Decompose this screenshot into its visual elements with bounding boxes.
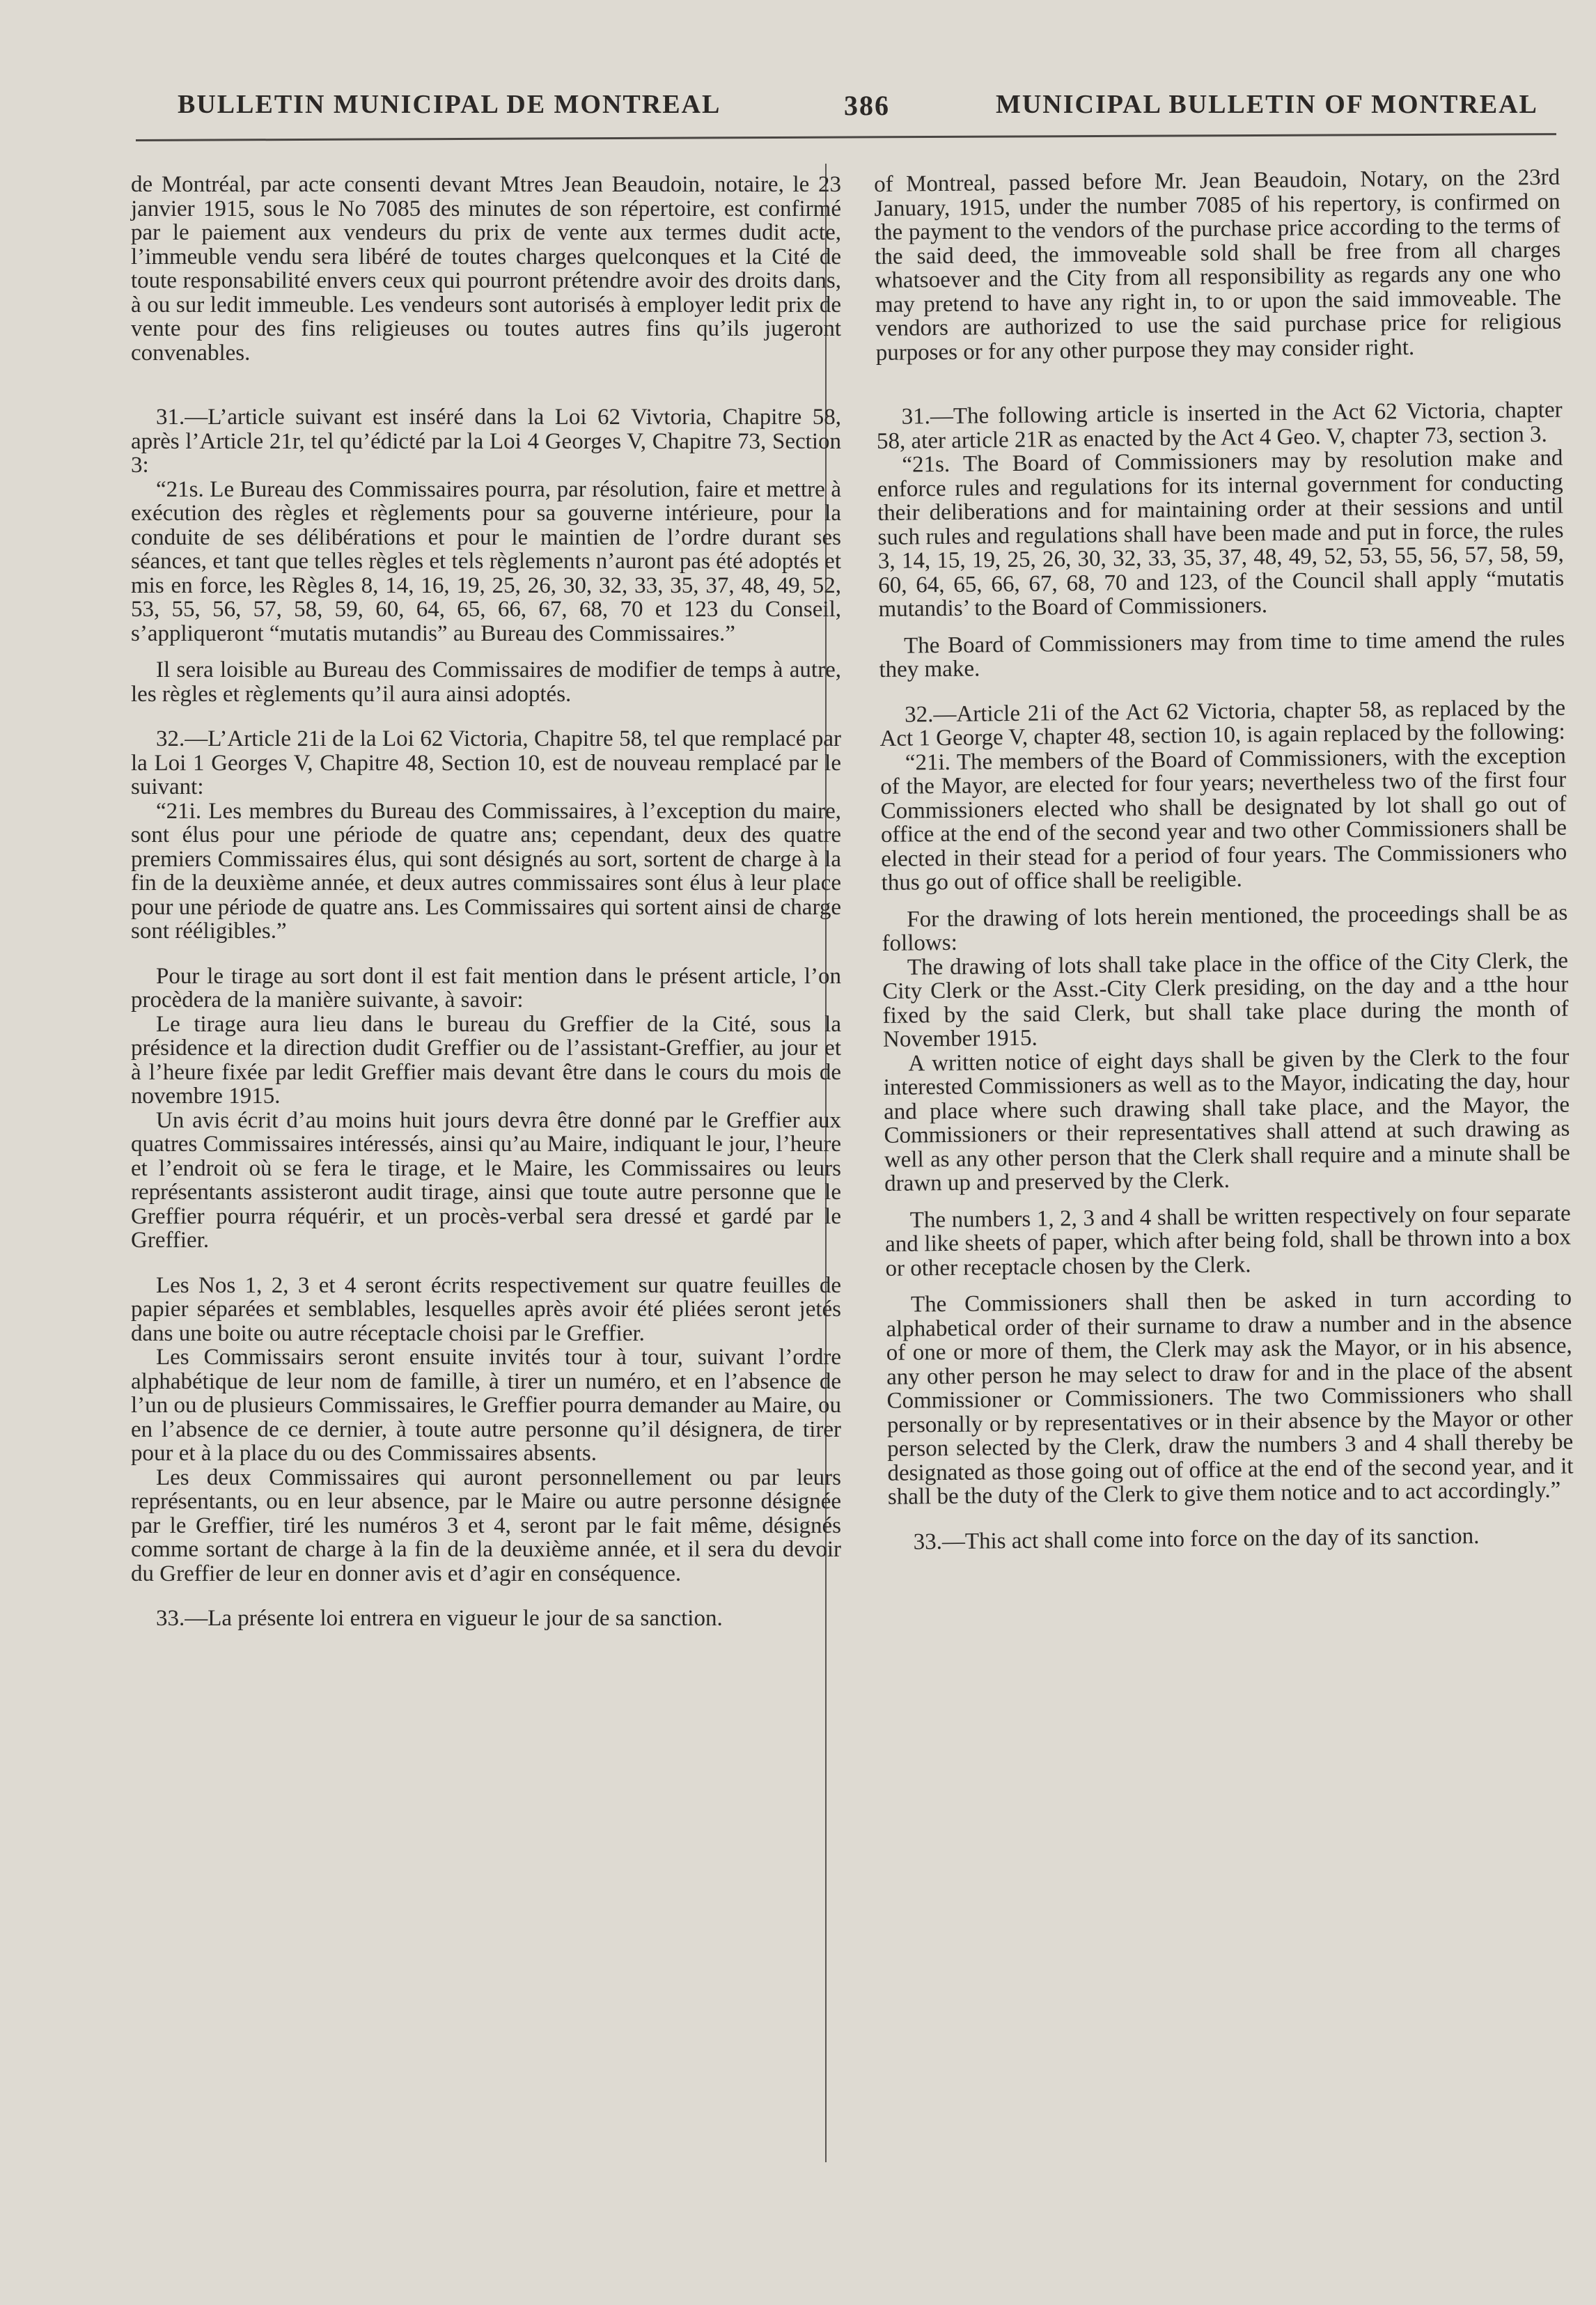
header-rule: [136, 133, 1556, 141]
french-paragraph: Les Commissairs seront ensuite invités tour à tour, suivant l’ordre alphabétique de leur nom de famille, à tirer un numéro, et en l’absence de l’un ou de plusieurs Commissaires, le Greffier pourra demander au Maire, ou en l’absence de ce dernier, à toute autre personne qu’il désignera, de tirer pour et à la place du ou des Commissaires absents.: [131, 1345, 841, 1466]
french-paragraph: “21i. Les membres du Bureau des Commissaires, à l’exception du maire, sont élus pour une période de quatre ans; cependant, deux des quatre premiers Commissaires élus, qui sont désignés au sort, sortent de charge à la fin de la deuxième année, et deux autres commissaires sont élus à leur place pour une période de quatre ans. Les Commissaires qui sortent ainsi de charge sont rééligibles.”: [131, 798, 841, 944]
english-paragraph: 32.—Article 21i of the Act 62 Victoria, chapter 58, as replaced by the Act 1 George V, chapter 48, section 10, is again replaced by the following:: [879, 695, 1566, 751]
french-paragraph: Les deux Commissaires qui auront personnellement ou par leurs représentants, ou en leur absence, par le Maire ou autre personne désignée par le Greffier, tiré les numéros 3 et 4, seront par le fait même, désignés comme sortant de charge à la fin de la deuxième année, et il sera du devoir du Greffier de leur en donner avis et d’agir en conséquence.: [131, 1464, 841, 1586]
english-paragraph: For the drawing of lots herein mentioned, the proceedings shall be as follows:: [882, 900, 1568, 956]
french-paragraph: 31.—L’article suivant est inséré dans la Loi 62 Vivtoria, Chapitre 58, après l’Article 21r, tel qu’édicté par la Loi 4 Georges V, Chapitre 73, Section 3:: [131, 405, 841, 478]
header-title-french: BULLETIN MUNICIPAL DE MONTREAL: [178, 90, 721, 119]
french-paragraph: “21s. Le Bureau des Commissaires pourra, par résolution, faire et mettre à exécution des règles et règlements pour sa gouverne intérieure, pour la conduite de ses délibérations et pour le maintien de l’ordre durant ses séances, et tant que telles règles et tels règlements n’auront pas été adoptés et mis en force, les Règles 8, 14, 16, 19, 25, 26, 30, 32, 33, 35, 37, 48, 49, 52, 53, 55, 56, 57, 58, 59, 60, 64, 65, 66, 67, 68, 70 et 123 du Conseil, s’appliqueront “mutatis mutandis” au Bureau des Commissaires.”: [131, 476, 841, 646]
english-paragraph: A written notice of eight days shall be given by the Clerk to the four interested Commissioners as well as to the Mayor, indicating the day, hour and place where such drawing shall take place, and the Mayor, the Commissioners or their representatives shall attend at such drawing as well as any other person that the Clerk shall require and a minute shall be drawn up and preserved by the Clerk.: [883, 1044, 1570, 1196]
english-paragraph: The drawing of lots shall take place in the office of the City Clerk, the City Clerk or the Asst.-City Clerk presiding, on the day and a tthe hour fixed by the said Clerk, but shall take place during the month of November 1915.: [882, 948, 1569, 1052]
english-paragraph: The Board of Commissioners may from time to time amend the rules they make.: [879, 626, 1565, 682]
page-header: [0, 0, 1596, 153]
french-paragraph: 33.—La présente loi entrera en vigueur le jour de sa sanction.: [156, 1606, 723, 1631]
french-paragraph: Le tirage aura lieu dans le bureau du Greffier de la Cité, sous la présidence et la direction dudit Greffier ou de l’assistant-Greffier, au jour et à l’heure fixée par ledit Greffier mais devant être dans le cours du mois de novembre 1915.: [131, 1011, 841, 1109]
english-paragraph: “21s. The Board of Commissioners may by resolution make and enforce rules and regulations for its internal government for conducting their deliberations and for maintaining order at their sessions and until such rules and regulations shall have been made and put in force, the rules 3, 14, 15, 19, 25, 26, 30, 32, 33, 35, 37, 48, 49, 52, 53, 55, 56, 57, 58, 59, 60, 64, 65, 66, 67, 68, 70 and 123, of the Council shall apply “mutatis mutandis’ to the Board of Commissioners.: [877, 445, 1565, 622]
french-paragraph: Pour le tirage au sort dont il est fait mention dans le présent article, l’on procèdera de la manière suivante, à savoir:: [131, 963, 841, 1013]
english-paragraph: 31.—The following article is inserted in the Act 62 Victoria, chapter 58, ater article 21R as enacted by the Act 4 Geo. V, chapter 73, section 3.: [876, 397, 1563, 454]
french-paragraph: de Montréal, par acte consenti devant Mtres Jean Beaudoin, notaire, le 23 janvier 1915, sous le No 7085 des minutes de son répertoire, est confirmé par le paiement aux vendeurs du prix de vente aux termes dudit acte, l’immeuble vendu sera libéré de toutes charges quelconques et la Cité de toute responsabilité envers ceux qui pourront prétendre avoir des droits dans, à ou sur ledit immeuble. Les vendeurs sont autorisés à employer ledit prix de vente pour des fins religieuses ou toutes autres fins qu’ils jugeront convenables.: [131, 172, 841, 366]
english-paragraph: 33.—This act shall come into force on the day of its sanction.: [913, 1523, 1480, 1555]
page-number: 386: [844, 90, 890, 121]
french-paragraph: Un avis écrit d’au moins huit jours devra être donné par le Greffier aux quatres Commissaires intéressés, ainsi qu’au Maire, indiquant le jour, l’heure et l’endroit où se fera le tirage, et le Maire, les Commissaires ou leurs représentants assisteront audit tirage, ainsi que toute autre personne que le Greffier pourra réquérir, et un procès-verbal sera dressé et gardé par le Greffier.: [131, 1107, 841, 1253]
english-paragraph: “21i. The members of the Board of Commissioners, with the exception of the Mayor, are elected for four years; nevertheless two of the first four Commissioners elected who shall be designated by lot shall go out of office at the end of the second year and two other Commissioners shall be elected in their stead for a period of four years. The Commissioners who thus go out of office shall be reeligible.: [880, 743, 1567, 896]
english-paragraph: of Montreal, passed before Mr. Jean Beaudoin, Notary, on the 23rd January, 1915, under the number 7085 of his repertory, is confirmed on the payment to the vendors of the purchase price according to the terms of the said deed, the immoveable sold shall be free from all charges whatsoever and the City from all responsibility as regards any one who may pretend to have any right in, to or upon the said immoveable. The vendors are authorized to use the said purchase price for religious purposes or for any other purpose they may consider right.: [873, 164, 1562, 366]
english-paragraph: The numbers 1, 2, 3 and 4 shall be written respectively on four separate and like sheets of paper, which after being fold, shall be thrown into a box or other receptacle chosen by the Clerk.: [884, 1201, 1572, 1281]
french-column: [131, 173, 841, 1631]
header-title-english: MUNICIPAL BULLETIN OF MONTREAL: [996, 90, 1538, 119]
english-paragraph: The Commissioners shall then be asked in turn according to alphabetical order of their surname to draw a number and in the absence of one or more of them, the Clerk may ask the Mayor, or in his absence, any other person he may select to draw for and in the place of the absent Commissioner or Commissioners. The two Commissioners who shall personally or by representatives or in their absence by the Mayor or other person selected by the Clerk, draw the numbers 3 and 4 shall thereby be designated as those going out of office at the end of the second year, and it shall be the duty of the Clerk to give them notice and to act accordingly.”: [886, 1285, 1574, 1510]
french-paragraph: Il sera loisible au Bureau des Commissaires de modifier de temps à autre, les règles et règlements qu’il aura ainsi adoptés.: [131, 657, 841, 707]
english-column: [874, 166, 1574, 1554]
french-paragraph: Les Nos 1, 2, 3 et 4 seront écrits respectivement sur quatre feuilles de papier séparées et semblables, lesquelles après avoir été pliées seront jetés dans une boite ou autre réceptacle choisi par le Greffier.: [131, 1272, 841, 1346]
french-paragraph: 32.—L’Article 21i de la Loi 62 Victoria, Chapitre 58, tel que remplacé par la Loi 1 Georges V, Chapitre 48, Section 10, est de nouveau remplacé par le suivant:: [131, 726, 841, 799]
